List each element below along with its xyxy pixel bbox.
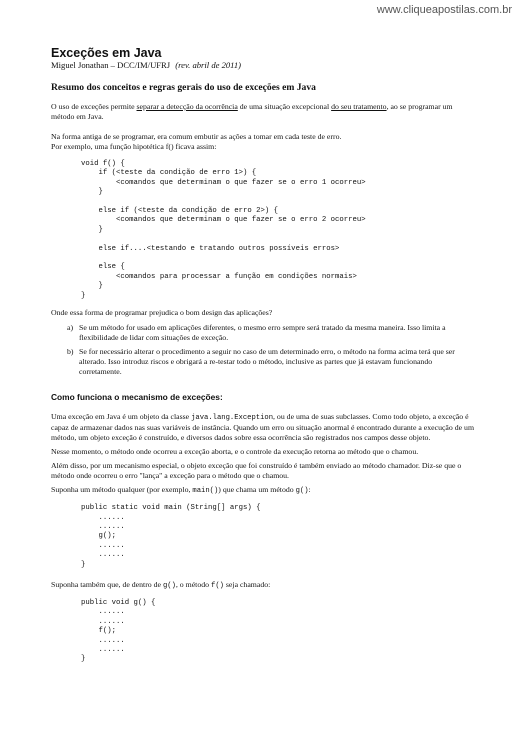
author-line [51, 60, 476, 71]
consequences-list [51, 323, 476, 377]
para5-text-c: seja chamado: [223, 579, 271, 589]
code-line: void f() { [81, 160, 125, 168]
code-line: public void g() { [81, 598, 156, 607]
para5-code-2: f() [211, 581, 224, 590]
para4-code-1: main() [192, 487, 219, 496]
list-item-text: Se for necessário alterar o procedimento a seguir no caso de um determinado erro, o método na forma acima terá que ser alterado. Isso introduz riscos e obrigará a re-testar todo o método, inclusive as partes que já estavam funcionando corretamente. [79, 347, 455, 377]
code-line: <comandos para processar a função em condições normais> [116, 272, 357, 281]
exception-paragraph-1 [51, 412, 476, 443]
code-line: else if....<testando e tratando outros possíveis erros> [98, 244, 340, 253]
watermark: www.cliqueapostilas.com.br [376, 4, 512, 16]
para1-text-a: Uma exceção em Java é um objeto da classe [51, 412, 192, 422]
code-line: } [81, 291, 86, 300]
code-line: ...... [98, 608, 125, 617]
document-page [51, 46, 476, 665]
code-line: if (<teste da condição de erro 1>) { [98, 169, 257, 178]
document-title: Exceções em Java [51, 46, 162, 60]
code-line: ...... [98, 513, 125, 522]
code-line: } [81, 560, 86, 569]
code-line: public static void main (String[] args) { [81, 504, 261, 513]
old-form-line-1: Na forma antiga de se programar, era comum embutir as ações a tomar em cada teste de erro. [51, 132, 342, 141]
intro-text-3: , ao se programar um método em Java. [51, 102, 453, 121]
document-subtitle: Resumo dos conceitos e regras gerais do uso de exceções em Java [51, 82, 316, 93]
revision-note: (rev. abril de 2011) [175, 60, 241, 70]
list-item [51, 347, 476, 377]
code-line: ...... [98, 636, 125, 645]
para4-text-b: ) que chama um método [218, 485, 296, 495]
code-block-f [81, 160, 476, 301]
exception-paragraph-4 [51, 485, 476, 496]
code-line: else { [98, 263, 125, 272]
intro-text-2: de uma situação excepcional [237, 102, 332, 111]
code-line: } [98, 225, 103, 234]
intro-text-1: O uso de exceções permite [51, 102, 137, 111]
section-heading: Como funciona o mecanismo de exceções: [51, 392, 223, 403]
list-item [51, 323, 476, 343]
para5-code-1: g() [162, 581, 176, 590]
old-form-line-2: Por exemplo, uma função hipotética f() ficava assim: [51, 142, 217, 151]
para1-code: java.lang.Exception [191, 414, 274, 423]
code-line: <comandos que determinam o que fazer se o erro 2 ocorreu> [116, 216, 366, 225]
para1-text-b: , ou de uma de suas subclasses. Como todo objeto, a exceção é capaz de armazenar dados nas suas variáveis de instância. Quando um erro ou situação anormal é encontrado durante a execução de um método, um objeto exceção é construído, e diversos dados sobre essa ocorrência são registrados nos campos desse objeto. [51, 412, 475, 443]
code-line: g(); [98, 532, 117, 541]
intro-underline-2: do seu tratamento [331, 102, 387, 111]
exception-paragraph-3: Além disso, por um mecanismo especial, o objeto exceção que foi construído é também enviado ao método chamador. Diz-se que o método onde ocorreu o erro "lança" a exceção para o método que o chamou. [51, 461, 462, 481]
code-line: ...... [98, 541, 125, 550]
intro-paragraph [51, 102, 476, 122]
bad-design-question: Onde essa forma de programar prejudica o bom design das aplicações? [51, 308, 273, 318]
code-block-g [81, 599, 476, 665]
para5-text-b: , o método [175, 579, 211, 589]
list-item-text: Se um método for usado em aplicações diferentes, o mesmo erro sempre será tratado da mesma maneira. Isso limita a flexibilidade de lidar com situações de exceção. [79, 323, 446, 343]
intro-underline-1: separar a detecção da ocorrência [136, 102, 238, 111]
list-marker: a) [67, 323, 74, 333]
code-line: ...... [98, 645, 125, 654]
code-line: f(); [98, 627, 117, 636]
para4-text-a: Suponha um método qualquer (por exemplo, [51, 485, 193, 495]
exception-paragraph-5 [51, 580, 476, 591]
author-name: Miguel Jonathan – DCC/IM/UFRJ [51, 60, 171, 70]
list-marker: b) [67, 347, 74, 357]
code-line: } [98, 188, 103, 197]
code-line: else if (<teste da condição de erro 2>) { [98, 207, 279, 216]
para4-text-c: : [308, 485, 311, 495]
code-line: ...... [98, 551, 125, 560]
code-line: <comandos que determinam o que fazer se o erro 1 ocorreu> [116, 178, 366, 187]
code-line: } [98, 282, 103, 291]
code-block-main [81, 504, 476, 570]
para5-text-a: Suponha também que, de dentro de [51, 579, 163, 589]
code-line: ...... [98, 617, 125, 626]
exception-paragraph-2: Nesse momento, o método onde ocorreu a exceção aborta, e o controle da execução retorna ao método que o chamou. [51, 447, 419, 457]
code-line: ...... [98, 522, 125, 531]
para4-code-2: g() [295, 487, 309, 496]
code-line: } [81, 655, 86, 664]
